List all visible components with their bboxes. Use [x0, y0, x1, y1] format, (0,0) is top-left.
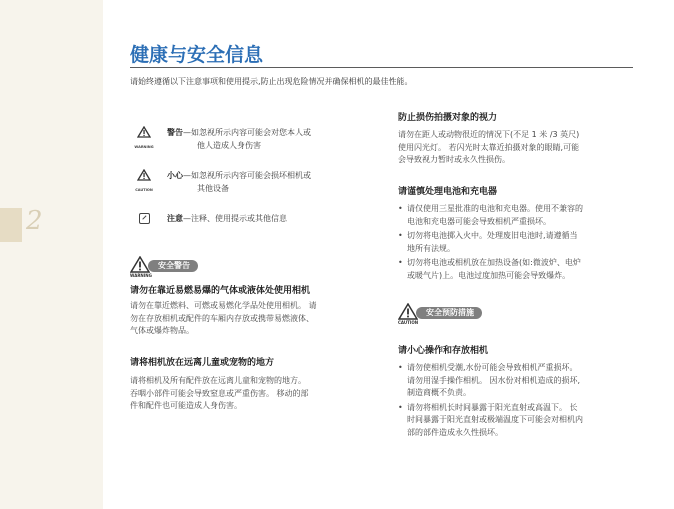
title-rule — [130, 67, 633, 68]
text-line: • 切勿将电池掷入火中。处理废旧电池时,请遵循当 — [407, 231, 578, 240]
section-text-eyesight — [398, 129, 648, 167]
margin-strip — [0, 0, 103, 509]
legend-note-term: 注意 — [167, 214, 183, 223]
text-line: 制造商概不负责。 — [407, 388, 471, 397]
section-text-children — [130, 375, 380, 413]
text-line: • 请勿使相机受潮,水份可能会导致相机严重损坏。 — [407, 363, 578, 372]
caution-triangle-icon — [133, 169, 155, 197]
text-line: 气体或爆炸物品。 — [130, 326, 194, 335]
text-line: 请勿在靠近燃料、可燃或易燃化学品处使用相机。 请 — [130, 301, 317, 310]
section-heading-children: 请将相机放在远离儿童或宠物的地方 — [130, 358, 275, 368]
warning-icon-tag: WARNING — [134, 145, 154, 149]
list-item — [398, 362, 648, 400]
safety-warning-label: 安全警告 — [148, 260, 198, 272]
battery-bullet-list — [398, 203, 648, 284]
text-line: 请将相机及所有配件放在远离儿童和宠物的地方。 — [130, 376, 306, 385]
text-line: • 切勿将电池或相机放在加热设备(如:微波炉、电炉 — [407, 258, 581, 267]
note-pencil-icon — [139, 213, 150, 224]
text-line: 请勿在距人或动物很近的情况下(不足 1 米 /3 英尺) — [398, 130, 580, 139]
text-line: • 请勿将相机长时间暴露于阳光直射或高温下。 长 — [407, 402, 578, 412]
section-heading-eyesight: 防止损伤拍摄对象的视力 — [398, 113, 498, 123]
page-title: 健康与安全信息 — [130, 44, 264, 66]
list-item — [398, 230, 648, 255]
text-line: 电池和充电器可能会导致相机严重损坏。 — [407, 216, 551, 226]
page-tab — [0, 208, 22, 242]
legend-caution-term: 小心 — [167, 171, 183, 180]
intro-text: 请始终遵循以下注意事项和使用提示,防止出现危险情况并确保相机的最佳性能。 — [130, 77, 413, 86]
section-heading-handling: 请小心操作和存放相机 — [398, 346, 489, 356]
text-line: 会导致视力暂时或永久性损伤。 — [398, 155, 510, 164]
text-line: • 请仅使用三星批准的电池和充电器。使用不兼容的 — [407, 204, 583, 213]
text-line: 时间暴露于阳光直射或极端温度下可能会对相机内 — [407, 415, 583, 424]
legend-caution-line2: 其他设备 — [197, 184, 229, 193]
list-item — [398, 203, 648, 228]
section-heading-flammable: 请勿在靠近易燃易爆的气体或液体处使用相机 — [130, 286, 311, 296]
section-heading-battery: 请谨慎处理电池和充电器 — [398, 187, 498, 197]
caution-banner-tag: CAUTION — [398, 320, 419, 325]
text-line: 吞咽小部件可能会导致窒息或严重伤害。 移动的部 — [130, 388, 309, 398]
text-line: 地所有法规。 — [407, 243, 455, 253]
warning-banner-tag: WARNING — [130, 273, 152, 278]
text-line: 使用闪光灯。 若闪光时太靠近拍摄对象的眼睛,可能 — [398, 142, 580, 152]
page-number: 2 — [26, 206, 43, 236]
text-line: 请勿用湿手操作相机。 因水份对相机造成的损坏, — [407, 375, 581, 385]
text-line: 勿在存放相机或配件的车厢内存放或携带易燃液体、 — [130, 313, 314, 323]
warning-triangle-icon — [133, 126, 155, 154]
list-item — [398, 402, 648, 440]
legend-warning-line1: —如忽视所示内容可能会对您本人或 — [183, 128, 311, 137]
text-line: 件和配件也可能造成人身伤害。 — [130, 401, 242, 410]
text-line: 或暖气片)上。电池过度加热可能会导致爆炸。 — [407, 270, 571, 280]
section-text-flammable — [130, 300, 380, 338]
content-area — [103, 0, 674, 509]
safety-precaution-label: 安全预防措施 — [416, 307, 482, 319]
caution-icon-tag: CAUTION — [135, 188, 153, 192]
legend-caution-line1: —如忽视所示内容可能会损坏相机或 — [183, 171, 311, 180]
list-item — [398, 257, 648, 282]
legend-warning-line2: 他人造成人身伤害 — [197, 141, 261, 150]
legend-warning-term: 警告 — [167, 128, 183, 137]
text-line: 部的部件造成永久性损坏。 — [407, 427, 503, 437]
legend-note-text: —注释、使用提示或其他信息 — [183, 214, 287, 223]
handling-bullet-list — [398, 362, 648, 441]
